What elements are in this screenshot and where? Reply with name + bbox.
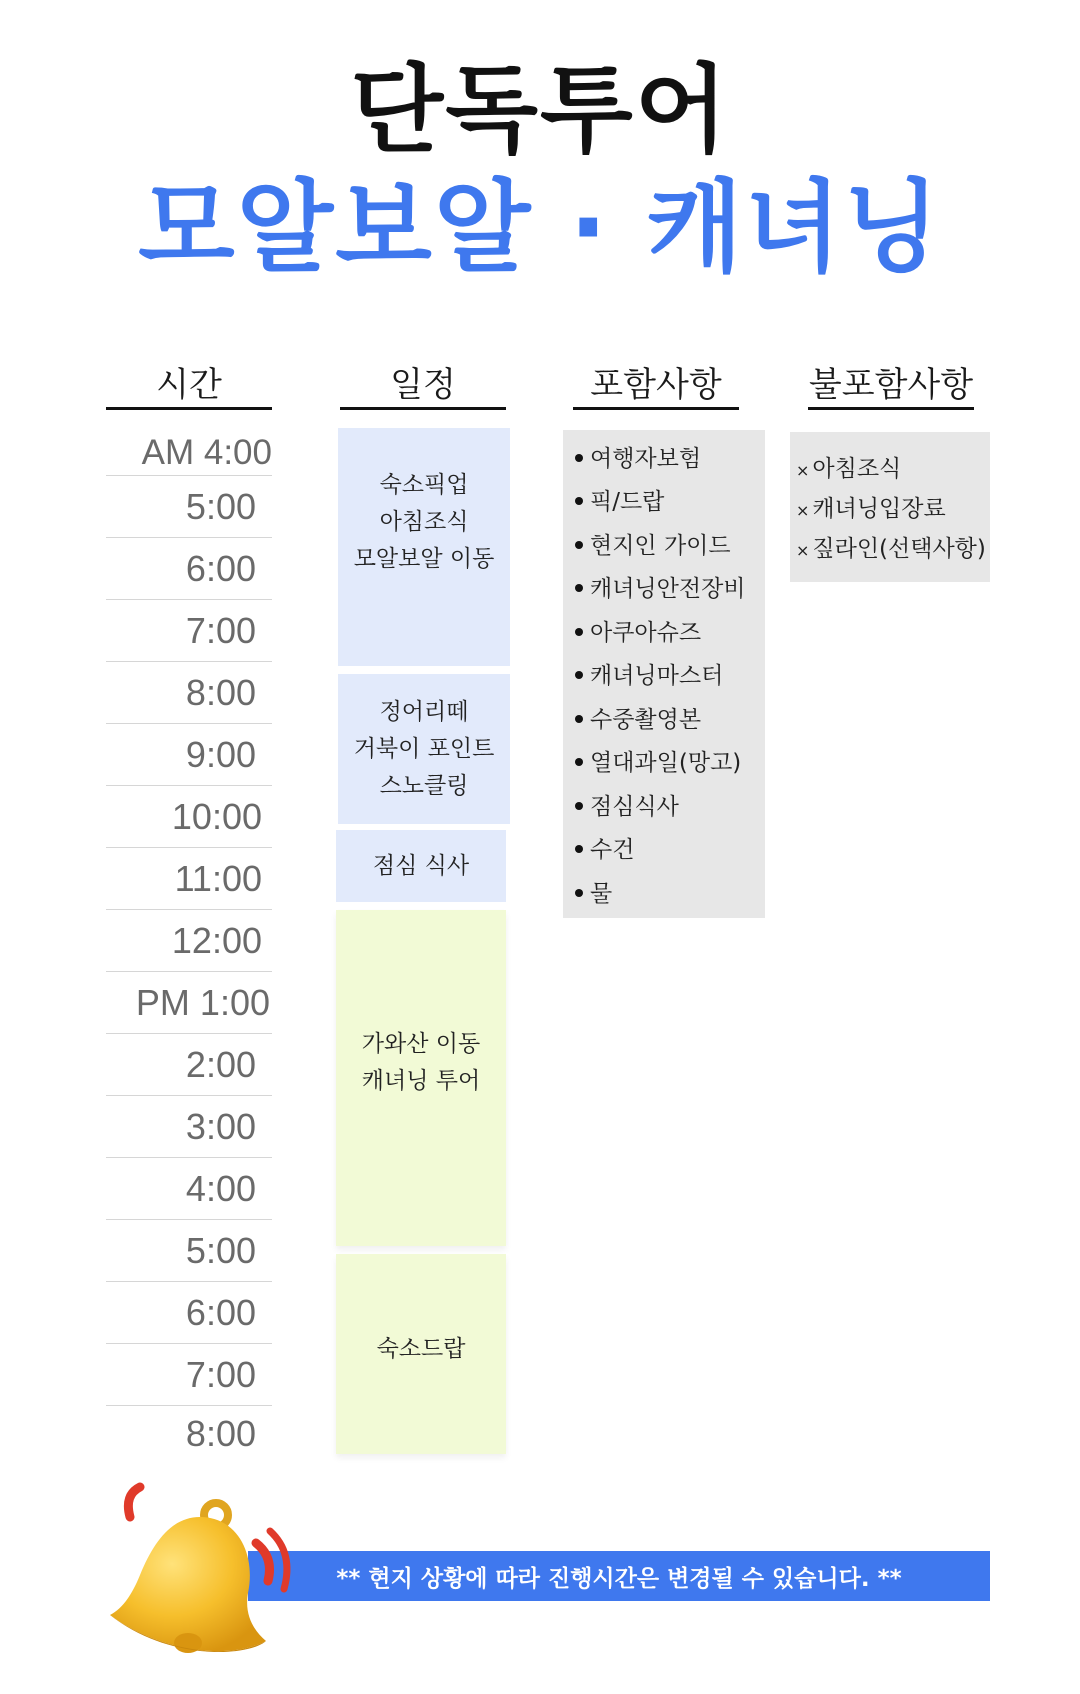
schedule-line: 숙소드랍 xyxy=(376,1335,466,1362)
bullet-icon xyxy=(575,584,583,592)
time-row: 10:00 xyxy=(106,786,272,848)
list-item: × 짚라인(선택사항) xyxy=(796,536,986,562)
time-row: 5:00 xyxy=(106,476,272,538)
list-item: 수중촬영본 xyxy=(575,701,701,734)
time-row: 8:00 xyxy=(185,1413,256,1454)
header-time: 시간 xyxy=(106,362,272,410)
schedule-block-canyoning xyxy=(336,910,506,1246)
time-row: PM 1:00 xyxy=(106,972,272,1034)
list-item: 물 xyxy=(575,875,612,908)
header-included: 포함사항 xyxy=(573,362,739,410)
schedule-block-morning xyxy=(338,428,510,666)
time-row: 4:00 xyxy=(106,1158,272,1220)
schedule-block-dropoff xyxy=(336,1254,506,1454)
bullet-icon xyxy=(575,889,583,897)
schedule-line: 스노클링 xyxy=(379,772,469,799)
list-item: 여행자보험 xyxy=(575,440,701,473)
list-item: 픽/드랍 xyxy=(575,483,664,516)
list-item: 아쿠아슈즈 xyxy=(575,614,701,647)
time-row: 9:00 xyxy=(106,724,272,786)
time-row: 6:00 xyxy=(106,538,272,600)
bullet-icon xyxy=(575,628,583,636)
bell-icon xyxy=(88,1465,298,1675)
time-row: 5:00 xyxy=(106,1220,272,1282)
list-item: 수건 xyxy=(575,831,634,864)
cross-icon: × xyxy=(796,501,810,520)
bullet-icon xyxy=(575,671,583,679)
time-row: 2:00 xyxy=(106,1034,272,1096)
schedule-line: 점심 식사 xyxy=(372,852,470,879)
bullet-icon xyxy=(575,758,583,766)
header-excluded: 불포함사항 xyxy=(808,362,974,410)
time-row: 7:00 xyxy=(106,600,272,662)
schedule-line: 가와산 이동 xyxy=(361,1031,481,1057)
schedule-line: 모알보알 이동 xyxy=(353,545,495,572)
time-row: 12:00 xyxy=(106,910,272,972)
schedule-block-lunch xyxy=(336,830,506,902)
bullet-icon xyxy=(575,845,583,853)
schedule-block-snorkeling xyxy=(338,674,510,824)
time-row: AM 4:00 xyxy=(106,430,272,476)
time-row: 6:00 xyxy=(106,1282,272,1344)
list-item: × 아침조식 xyxy=(796,456,902,482)
list-item: 현지인 가이드 xyxy=(575,527,731,560)
schedule-line: 캐녀닝 투어 xyxy=(361,1068,481,1094)
schedule-line: 아침조식 xyxy=(379,508,469,535)
list-item: 캐녀닝마스터 xyxy=(575,657,723,690)
bullet-icon xyxy=(575,497,583,505)
header-schedule: 일정 xyxy=(340,362,506,410)
time-row: 11:00 xyxy=(106,848,272,910)
bullet-icon xyxy=(575,541,583,549)
bullet-icon xyxy=(575,454,583,462)
cross-icon: × xyxy=(796,461,810,480)
schedule-line: 거북이 포인트 xyxy=(353,735,495,762)
list-item: 캐녀닝안전장비 xyxy=(575,570,746,603)
bullet-icon xyxy=(575,715,583,723)
page-title: 단독투어 xyxy=(350,54,730,166)
included-panel xyxy=(563,430,765,918)
notice-banner: ** 현지 상황에 따라 진행시간은 변경될 수 있습니다. ** xyxy=(248,1551,990,1601)
list-item: 열대과일(망고) xyxy=(575,744,741,777)
excluded-panel xyxy=(790,432,990,582)
list-item: × 캐녀닝입장료 xyxy=(796,496,946,522)
schedule-line: 숙소픽업 xyxy=(379,471,469,498)
bullet-icon xyxy=(575,802,583,810)
list-item: 점심식사 xyxy=(575,788,679,821)
cross-icon: × xyxy=(796,541,810,560)
time-row: 7:00 xyxy=(106,1344,272,1406)
time-row: 8:00 xyxy=(106,662,272,724)
schedule-line: 정어리떼 xyxy=(379,698,469,725)
time-row: 3:00 xyxy=(106,1096,272,1158)
page-subtitle: 모알보알 · 캐녀닝 xyxy=(138,169,942,286)
